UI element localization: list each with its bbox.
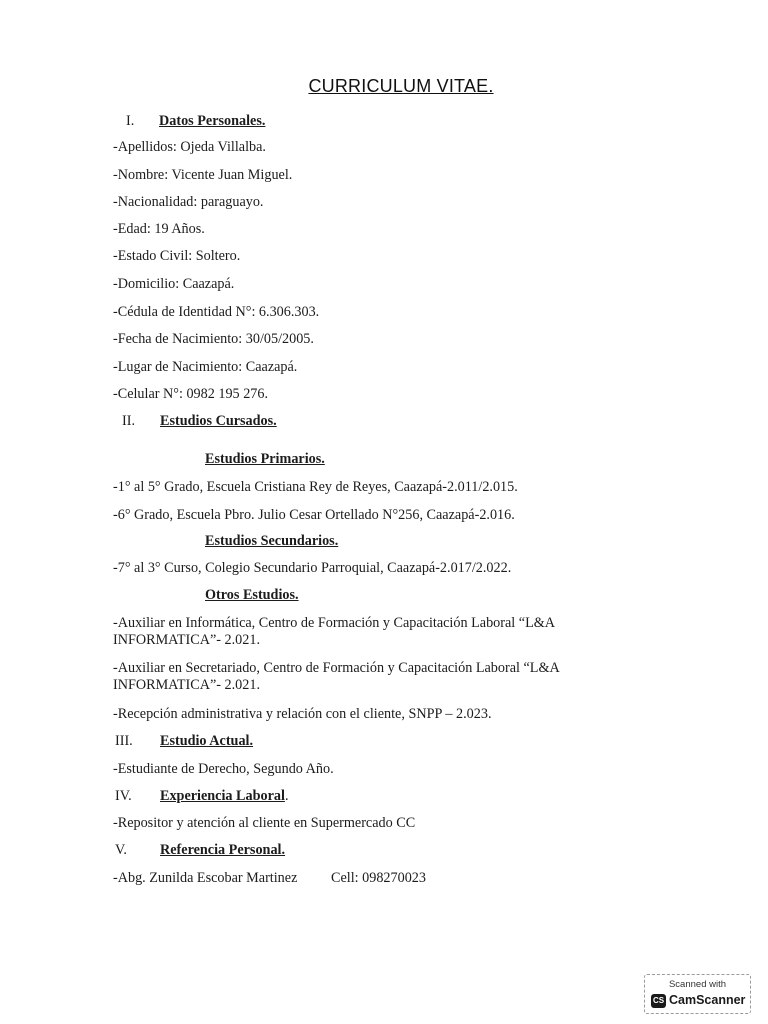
work-experience: -Repositor y atención al cliente en Supermercado CC: [113, 815, 416, 831]
section-title-referencia-personal: Referencia Personal.: [160, 842, 286, 858]
section-number: V.: [115, 842, 127, 858]
subsection-title-secundarios: Estudios Secundarios.: [205, 533, 339, 549]
subsection-title-primarios: Estudios Primarios.: [205, 451, 325, 467]
personal-cedula: -Cédula de Identidad N°: 6.306.303.: [113, 304, 320, 320]
personal-lugar-nacimiento: -Lugar de Nacimiento: Caazapá.: [113, 359, 298, 375]
personal-apellidos: -Apellidos: Ojeda Villalba.: [113, 139, 266, 155]
document-title: CURRICULUM VITAE.: [308, 76, 494, 96]
secondary-study-item: -7° al 3° Curso, Colegio Secundario Parroquial, Caazapá-2.017/2.022.: [113, 560, 512, 576]
logo-text: CS: [652, 996, 665, 1005]
personal-edad: -Edad: 19 Años.: [113, 221, 205, 237]
section-title-text: Experiencia Laboral: [160, 788, 285, 804]
personal-nacionalidad: -Nacionalidad: paraguayo.: [113, 194, 264, 210]
section-title-estudio-actual: Estudio Actual.: [160, 733, 254, 749]
section-title-experiencia-laboral: [160, 788, 288, 805]
personal-estado-civil: -Estado Civil: Soltero.: [113, 248, 241, 264]
section-number: I.: [126, 113, 135, 129]
other-study-item: -Auxiliar en Secretariado, Centro de Formación y Capacitación Laboral “L&A INFORMATICA”- 2.021.: [113, 660, 559, 693]
camscanner-watermark: [644, 974, 751, 1014]
personal-nombre: -Nombre: Vicente Juan Miguel.: [113, 167, 293, 183]
section-title-estudios-cursados: Estudios Cursados.: [160, 413, 277, 429]
watermark-brand: CamScanner: [669, 993, 746, 1007]
personal-celular: -Celular N°: 0982 195 276.: [113, 386, 269, 402]
current-study: -Estudiante de Derecho, Segundo Año.: [113, 761, 334, 777]
section-number: II.: [122, 413, 135, 429]
primary-study-item: -6° Grado, Escuela Pbro. Julio Cesar Ortellado N°256, Caazapá-2.016.: [113, 507, 515, 523]
personal-fecha-nacimiento: -Fecha de Nacimiento: 30/05/2005.: [113, 331, 314, 347]
personal-domicilio: -Domicilio: Caazapá.: [113, 276, 235, 292]
other-study-item: -Recepción administrativa y relación con el cliente, SNPP – 2.023.: [113, 706, 492, 722]
watermark-caption: Scanned with: [668, 979, 727, 990]
reference-name: -Abg. Zunilda Escobar Martinez: [113, 870, 298, 886]
section-number: IV.: [115, 788, 132, 804]
section-title-datos-personales: Datos Personales.: [159, 113, 266, 129]
reference-cell: Cell: 098270023: [331, 870, 426, 886]
subsection-title-otros: Otros Estudios.: [205, 587, 299, 603]
section-number: III.: [115, 733, 133, 749]
primary-study-item: -1° al 5° Grado, Escuela Cristiana Rey de Reyes, Caazapá-2.011/2.015.: [113, 479, 518, 495]
camscanner-logo-icon: [651, 994, 666, 1008]
section-title-suffix: .: [284, 788, 289, 804]
other-study-item: -Auxiliar en Informática, Centro de Formación y Capacitación Laboral “L&A INFORMATICA”- 2.021.: [113, 615, 555, 648]
